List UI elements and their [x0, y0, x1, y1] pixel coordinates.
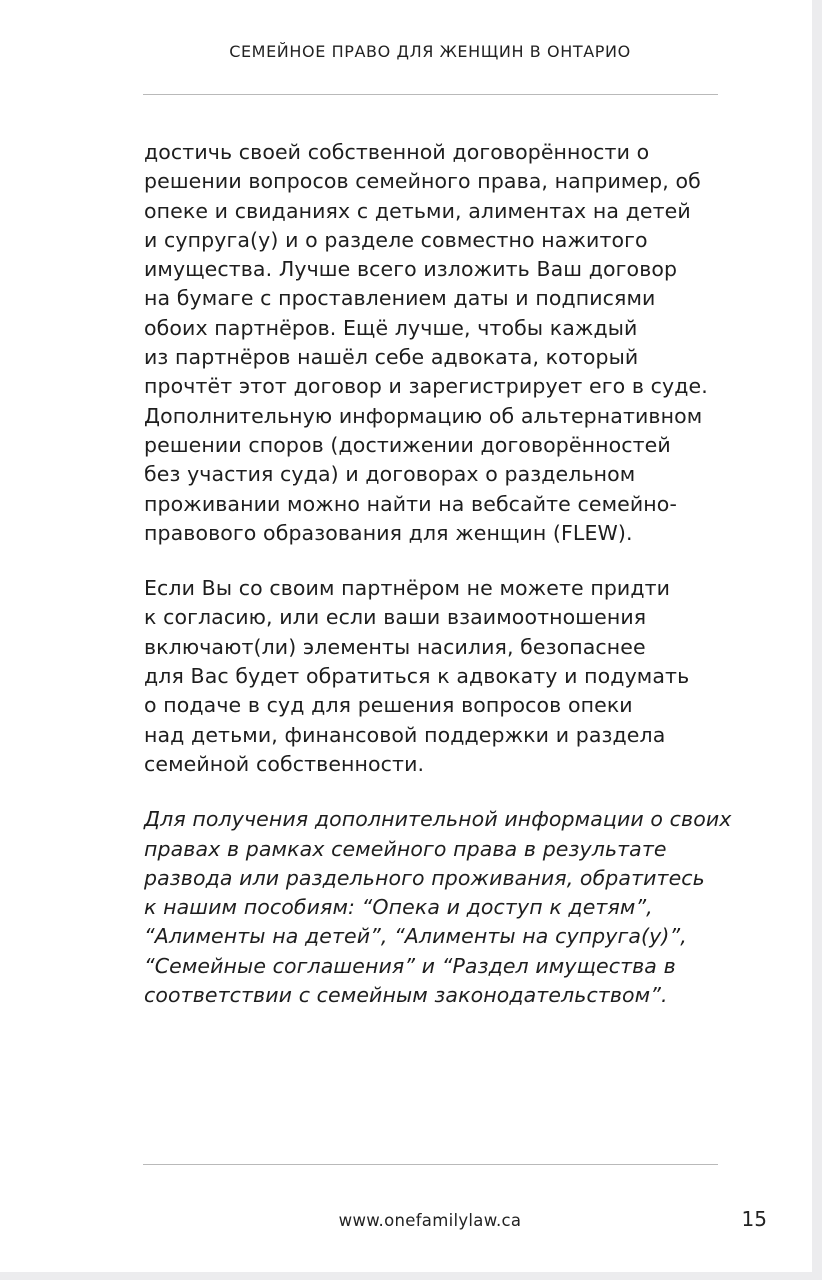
text-line: о подаче в суд для решения вопросов опеки	[144, 693, 633, 718]
text-line: прочтёт этот договор и зарегистрирует его в суде.	[144, 374, 708, 399]
text-line: к нашим пособиям: “Опека и доступ к детям”,	[144, 895, 653, 920]
text-line: и супруга(у) и о разделе совместно нажитого	[144, 227, 648, 252]
paragraph-2	[144, 574, 744, 779]
text-line: из партнёров нашёл себе адвоката, который	[144, 345, 639, 370]
text-line: соответствии с семейным законодательством”.	[144, 983, 668, 1008]
text-line: на бумаге с проставлением даты и подписями	[144, 286, 656, 311]
text-line: правах в рамках семейного права в результате	[144, 836, 667, 861]
paragraph-3-italic	[144, 805, 744, 1010]
text-line: над детьми, финансовой поддержки и раздела	[144, 722, 666, 747]
text-line: опеке и свиданиях с детьми, алиментах на детей	[144, 198, 691, 223]
text-line: достичь своей собственной договорённости о	[144, 140, 650, 164]
text-line: включают(ли) элементы насилия, безопаснее	[144, 634, 646, 659]
text-line: “Алименты на детей”, “Алименты на супруга(у)”,	[144, 924, 687, 949]
text-line: Если Вы со своим партнёром не можете придти	[144, 576, 671, 601]
footer-divider	[143, 1164, 718, 1165]
text-line: проживании можно найти на вебсайте семейно-	[144, 491, 677, 516]
text-line: “Семейные соглашения” и “Раздел имущества в	[144, 953, 676, 978]
text-line: имущества. Лучше всего изложить Ваш договор	[144, 257, 678, 282]
text-line: Дополнительную информацию об альтернативном	[144, 403, 703, 428]
body-text	[144, 138, 744, 1010]
text-line: развода или раздельного проживания, обратитесь	[144, 865, 705, 890]
header-divider	[143, 94, 718, 95]
text-line: решении вопросов семейного права, например, об	[144, 169, 701, 194]
text-line: обоих партнёров. Ещё лучше, чтобы каждый	[144, 315, 638, 340]
text-line: Для получения дополнительной информации о своих	[144, 807, 732, 832]
text-line: к согласию, или если ваши взаимоотношения	[144, 605, 647, 630]
running-header: СЕМЕЙНОЕ ПРАВО ДЛЯ ЖЕНЩИН В ОНТАРИО	[229, 42, 631, 61]
page-number: 15	[741, 1207, 767, 1231]
text-line: для Вас будет обратиться к адвокату и подумать	[144, 664, 690, 689]
text-line: решении споров (достижении договорённостей	[144, 432, 671, 457]
text-line: без участия суда) и договорах о раздельном	[144, 462, 636, 487]
text-line: правового образования для женщин (FLEW).	[144, 520, 633, 545]
footer-website: www.onefamilylaw.ca	[338, 1211, 522, 1230]
text-line: семейной собственности.	[144, 751, 425, 776]
paragraph-1	[144, 138, 744, 548]
